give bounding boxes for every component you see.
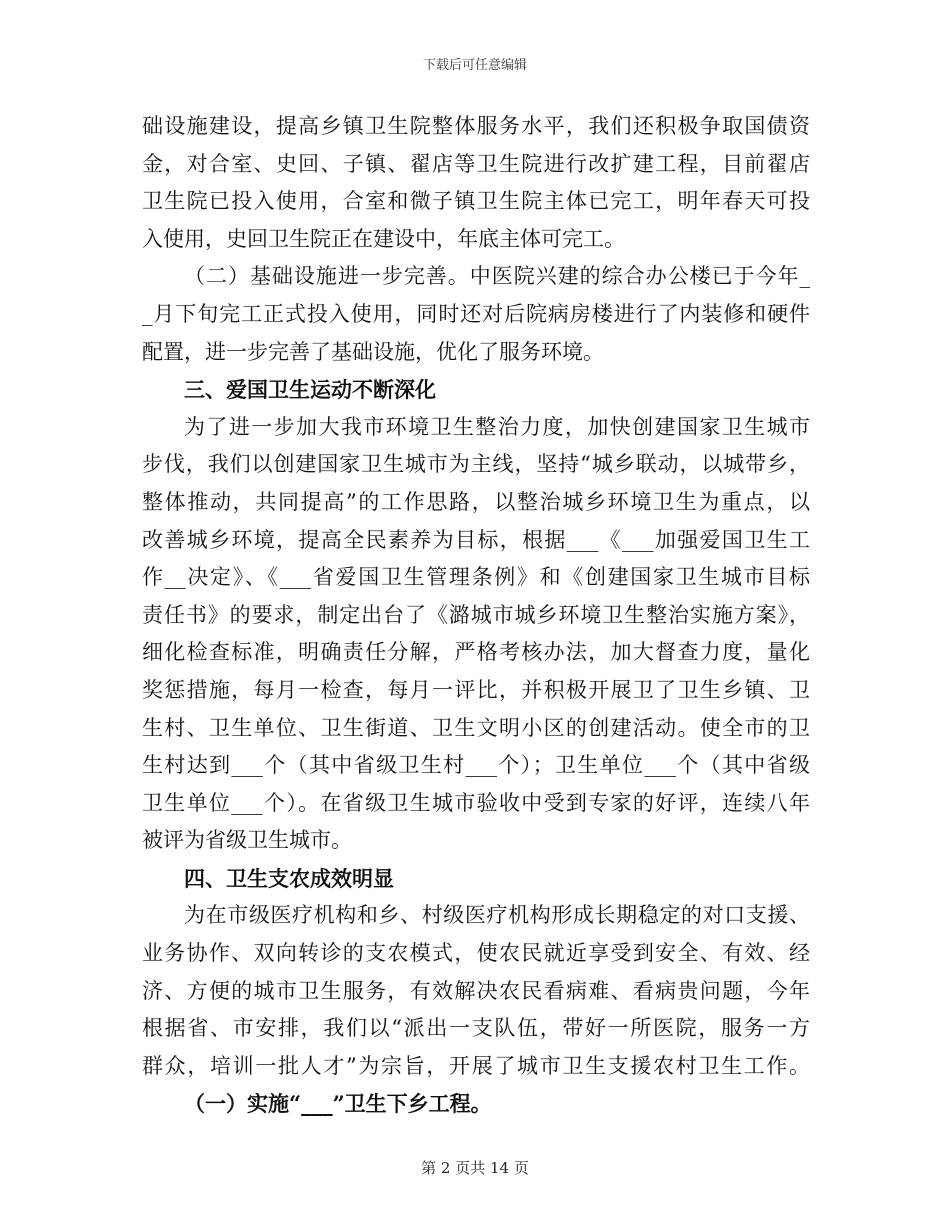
section-heading: 四、卫生支农成效明显 [184, 865, 394, 891]
paragraph-line: 为了进一步加大我市环境卫生整治力度，加快创建国家卫生城市 [184, 414, 810, 439]
paragraph-line: 卫生院已投入使用，合室和微子镇卫生院主体已完工，明年春天可投 [142, 189, 810, 214]
paragraph-line: 卫生单位___个）。在省级卫生城市验收中受到专家的好评，连续八年 [142, 790, 810, 815]
page-header: 下载后可任意编辑 [422, 58, 527, 73]
paragraph-line: 济、方便的城市卫生服务，有效解决农民看病难、看病贵问题，今年 [142, 978, 810, 1003]
document-body [142, 108, 810, 1123]
paragraph-line: 入使用，史回卫生院正在建设中，年底主体可完工。 [142, 226, 625, 251]
paragraph-line: 被评为省级卫生城市。 [142, 828, 352, 853]
section-heading: （一）实施“___”卫生下乡工程。 [184, 1091, 492, 1117]
paragraph-line: _月下旬完工正式投入使用，同时还对后院病房楼进行了内装修和硬件 [142, 301, 810, 326]
paragraph-line: 改善城乡环境，提高全民素养为目标，根据___《___加强爱国卫生工 [142, 527, 810, 552]
paragraph-line: 业务协作、双向转诊的支农模式，使农民就近享受到安全、有效、经 [142, 941, 810, 966]
paragraph-line: （二）基础设施进一步完善。中医院兴建的综合办公楼已于今年_ [184, 264, 810, 289]
paragraph-line: 生村达到___个（其中省级卫生村___个）；卫生单位___个（其中省级 [142, 753, 810, 778]
page-footer: 第 2 页共 14 页 [421, 1159, 529, 1177]
paragraph-line: 步伐，我们以创建国家卫生城市为主线，坚持“城乡联动，以城带乡， [142, 452, 810, 477]
paragraph-line: 作__决定》、《___省爱国卫生管理条例》和《创建国家卫生城市目标 [142, 565, 810, 590]
paragraph-line: 群众，培训一批人才”为宗旨，开展了城市卫生支援农村卫生工作。 [142, 1053, 810, 1078]
paragraph-line: 根据省、市安排，我们以“派出一支队伍，带好一所医院，服务一方 [142, 1016, 810, 1041]
paragraph-line: 础设施建设，提高乡镇卫生院整体服务水平，我们还积极争取国债资 [142, 114, 810, 138]
paragraph-line: 细化检查标准，明确责任分解，严格考核办法，加大督查力度，量化 [142, 640, 810, 665]
paragraph-line: 为在市级医疗机构和乡、村级医疗机构形成长期稳定的对口支援、 [184, 903, 810, 928]
paragraph-line: 金，对合室、史回、子镇、翟店等卫生院进行改扩建工程，目前翟店 [142, 151, 810, 176]
paragraph-line: 责任书》的要求，制定出台了《潞城市城乡环境卫生整治实施方案》， [142, 602, 810, 627]
paragraph-line: 生村、卫生单位、卫生街道、卫生文明小区的创建活动。使全市的卫 [142, 715, 810, 740]
section-heading: 三、爱国卫生运动不断深化 [184, 377, 436, 403]
paragraph-line: 配置，进一步完善了基础设施，优化了服务环境。 [142, 339, 604, 364]
paragraph-line: 整体推动，共同提高”的工作思路，以整治城乡环境卫生为重点，以 [142, 489, 810, 514]
paragraph-line: 奖惩措施，每月一检查，每月一评比，并积极开展卫了卫生乡镇、卫 [142, 677, 810, 702]
